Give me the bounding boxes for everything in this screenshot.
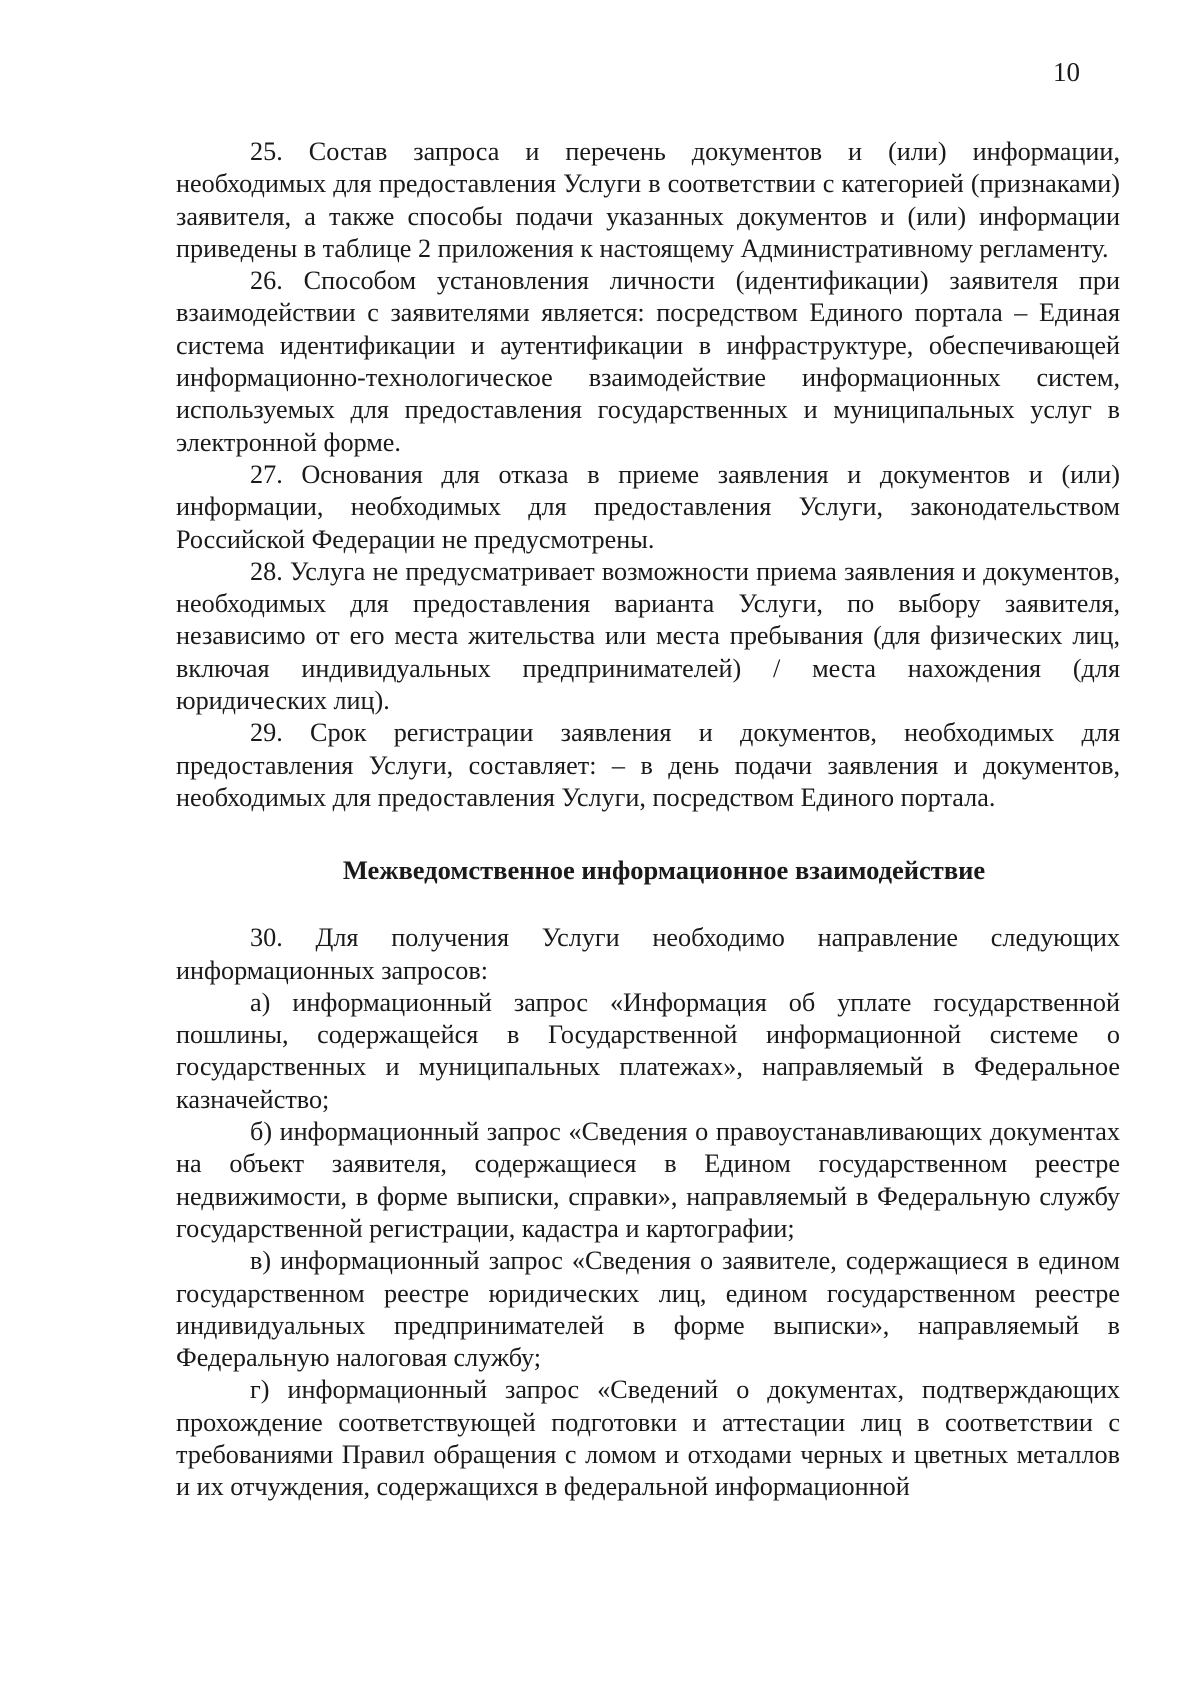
- paragraph-30-a: а) информационный запрос «Информация об уплате государственной пошлины, содержащейся в Государственной информационной системе о государственных и муниципальных платежах», направляемый в Федеральное казначейство;: [176, 987, 1120, 1114]
- paragraph-27: 27. Основания для отказа в приеме заявления и документов и (или) информации, необходимых для предоставления Услуги, законодательством Российской Федерации не предусмотрены.: [176, 459, 1120, 554]
- paragraph-26: 26. Способом установления личности (идентификации) заявителя при взаимодействии с заявителями является: посредством Единого портала – Единая система идентификации и аутентификации в инфраструктуре, обеспечивающей информационно-технологическое взаимодействие информационных систем, используемых для предоставления государственных и муниципальных услуг в электронной форме.: [176, 266, 1120, 457]
- paragraph-30-v: в) информационный запрос «Сведения о заявителе, содержащиеся в едином государственном реестре юридических лиц, едином государственном реестре индивидуальных предпринимателей в форме выписки», направляемый в Федеральную налоговая службу;: [176, 1246, 1120, 1373]
- paragraph-30: 30. Для получения Услуги необходимо направление следующих информационных запросов:: [176, 923, 1120, 985]
- section-heading: Межведомственное информационное взаимодействие: [342, 855, 986, 886]
- document-body: [176, 136, 1120, 1504]
- paragraph-30-b: б) информационный запрос «Сведения о правоустанавливающих документах на объект заявителя, содержащиеся в Едином государственном реестре недвижимости, в форме выписки, справки», направляемый в Федеральную службу государственной регистрации, кадастра и картографии;: [176, 1117, 1120, 1243]
- paragraph-30-g: г) информационный запрос «Сведений о документах, подтверждающих прохождение соответствующей подготовки и аттестации лиц в соответствии с требованиями Правил обращения с ломом и отходами черных и цветных металлов и их отчуждения, содержащихся в федеральной информационной: [176, 1375, 1120, 1502]
- paragraph-29: 29. Срок регистрации заявления и документов, необходимых для предоставления Услуги, составляет: – в день подачи заявления и документов, необходимых для предоставления Услуги, посредством Единого портала.: [176, 718, 1120, 812]
- page-number: 10: [1053, 57, 1080, 87]
- paragraph-25: 25. Состав запроса и перечень документов и (или) информации, необходимых для предоставления Услуги в соответствии с категорией (признаками) заявителя, а также способы подачи указанных документов и (или) информации приведены в таблице 2 приложения к настоящему Административному регламенту.: [176, 137, 1120, 263]
- paragraph-28: 28. Услуга не предусматривает возможности приема заявления и документов, необходимых для предоставления варианта Услуги, по выбору заявителя, независимо от его места жительства или места пребывания (для физических лиц, включая индивидуальных предпринимателей) / места нахождения (для юридических лиц).: [176, 556, 1120, 716]
